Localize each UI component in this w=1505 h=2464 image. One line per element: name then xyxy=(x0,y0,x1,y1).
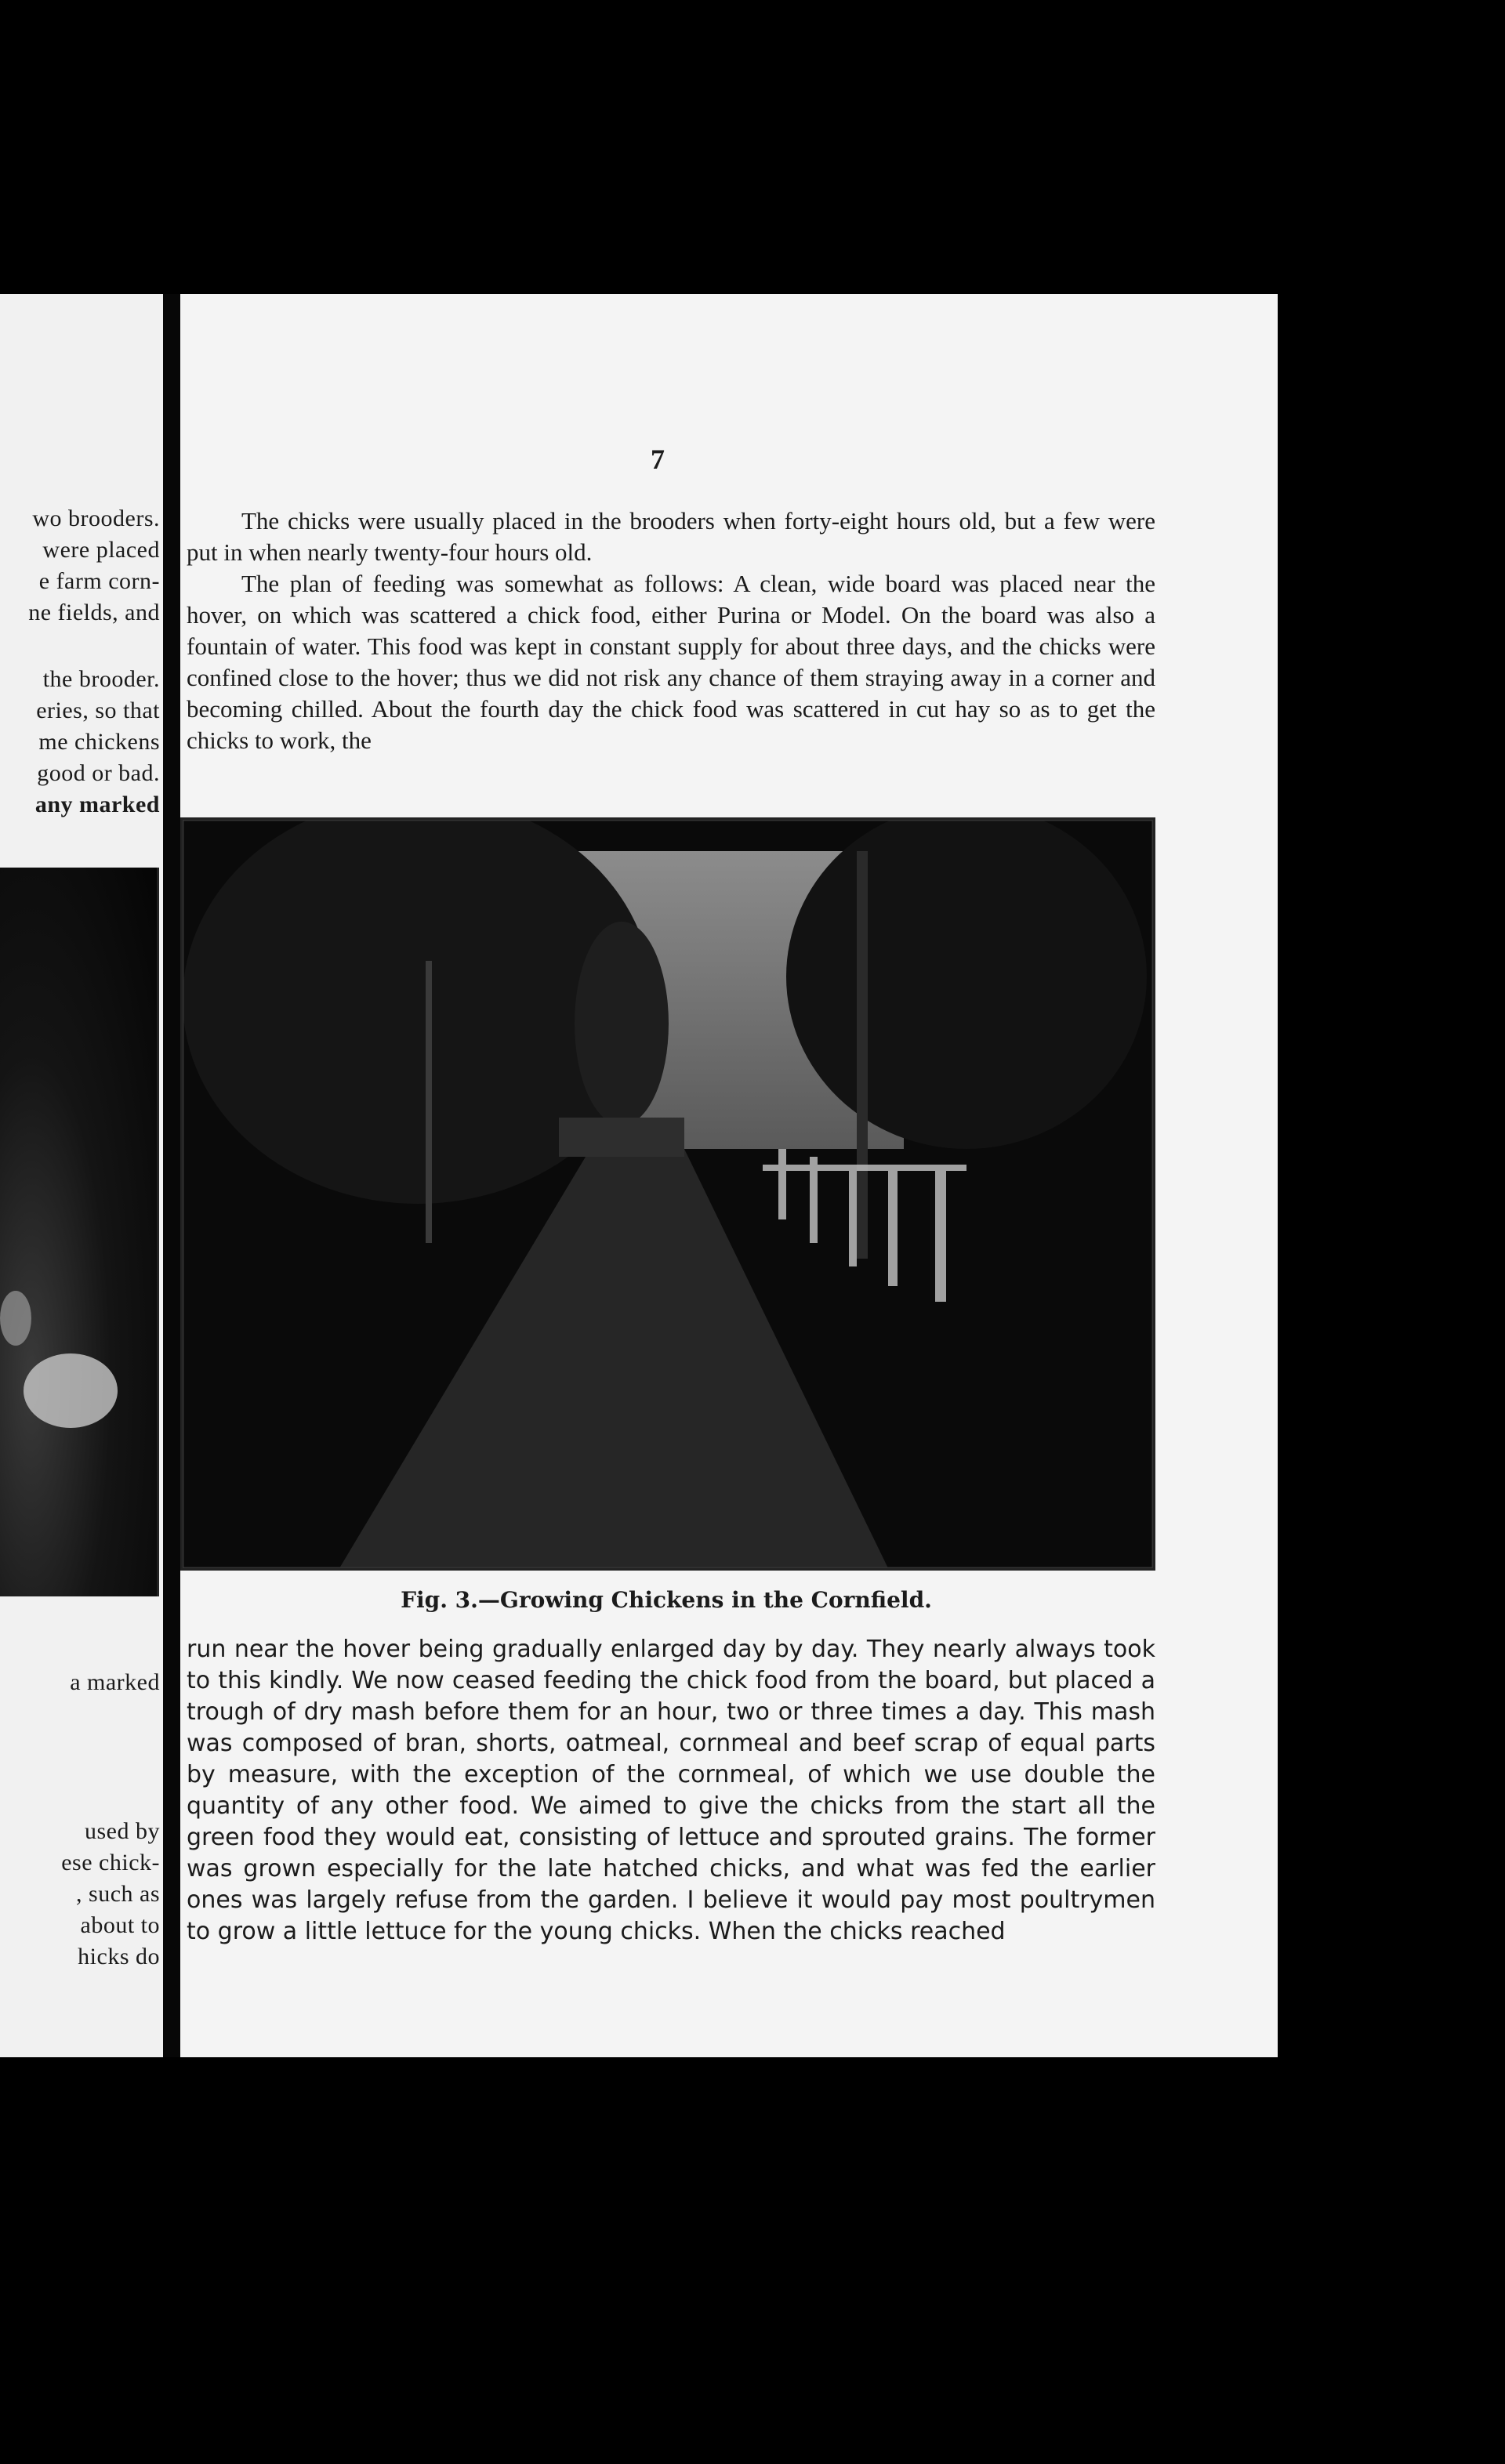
paragraph: The chicks were usually placed in the brooders when forty-eight hours old, but a few were put in when nearly twenty-four hours old. xyxy=(187,507,1155,566)
upper-text-block xyxy=(187,505,1155,756)
left-text-line: good or bad. xyxy=(37,760,160,786)
left-text-line: eries, so that xyxy=(36,698,160,723)
left-text-line: used by xyxy=(85,1818,160,1844)
left-text-line: about to xyxy=(80,1912,160,1938)
page-number: 7 xyxy=(651,444,665,475)
paragraph: The plan of feeding was somewhat as follows: A clean, wide board was placed near the hover, on which was scattered a chick food, either Purina or Model. On the board was also a fountain of water. This food was kept in constant supply for about three days, and the chicks were confined close to the hover; thus we did not risk any chance of them straying away in a corner and becoming chilled. About the fourth day the chick food was scattered in cut hay so as to get the chicks to work, the xyxy=(187,570,1155,754)
lower-text-block xyxy=(187,1634,1155,1948)
left-text-line: , such as xyxy=(76,1881,160,1907)
left-text-line: were placed xyxy=(42,537,160,563)
photo-illustration xyxy=(183,820,1153,1568)
left-text-line: ese chick- xyxy=(61,1850,160,1875)
right-page xyxy=(180,294,1278,2057)
left-page-fragment xyxy=(0,294,165,2057)
left-page-photo xyxy=(0,868,159,1596)
left-text-line: any marked xyxy=(34,792,160,817)
left-text-line: a marked xyxy=(70,1669,160,1695)
figure-caption: Fig. 3.—Growing Chickens in the Cornfield. xyxy=(401,1587,932,1613)
paragraph: run near the hover being gradually enlarged day by day. They nearly always took to this kindly. We now ceased feeding the chick food from the board, but placed a trough of dry mash before them for an hour, two or three times a day. This mash was composed of bran, shorts, oatmeal, cornmeal and beef scrap of equal parts by measure, with the exception of the cornmeal, of which we use double the quantity of any other food. We aimed to give the chicks from the start all the green food they would eat, consisting of lettuce and sprouted grains. The former was grown especially for the late hatched chicks, and what was fed the earlier ones was largely refuse from the garden. I believe it would pay most poultrymen to grow a little lettuce for the young chicks. When the chicks reached xyxy=(187,1636,1155,1945)
left-text-line: e farm corn- xyxy=(38,568,160,594)
left-text-line: hicks do xyxy=(78,1944,160,1969)
cornfield-photograph xyxy=(180,817,1155,1571)
page-binding-gutter xyxy=(163,294,182,2057)
left-text-line: wo brooders. xyxy=(32,505,160,531)
left-text-line: me chickens xyxy=(38,729,160,755)
left-text-line: the brooder. xyxy=(42,666,160,692)
left-text-line: ne fields, and xyxy=(28,600,160,625)
